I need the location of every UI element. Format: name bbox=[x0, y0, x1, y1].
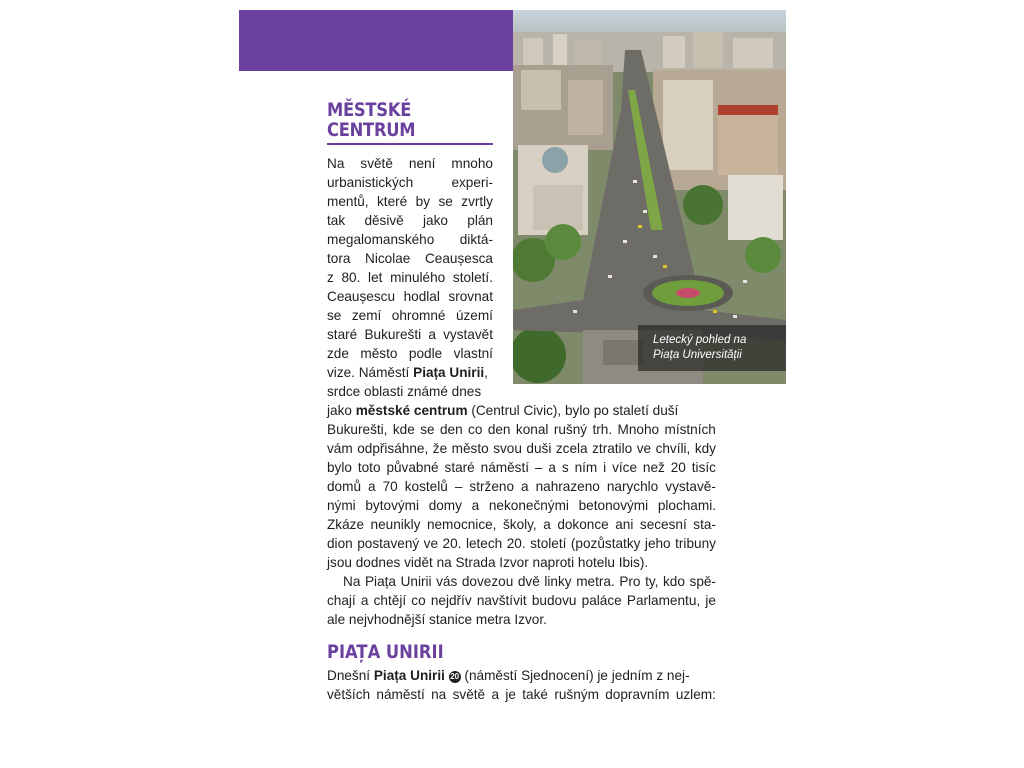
text-line: mentů, které by se zvrtly bbox=[327, 194, 493, 209]
text-line: z 80. let minulého století. bbox=[327, 270, 493, 285]
text-line bbox=[327, 401, 716, 420]
text-line: se zemí ohromné území bbox=[327, 308, 493, 323]
section-title bbox=[327, 100, 415, 140]
text-line bbox=[327, 666, 716, 685]
subsection-title: PIAȚA UNIRII bbox=[327, 641, 444, 663]
text-line: tak děsivě jako plán bbox=[327, 213, 493, 228]
text-line bbox=[327, 363, 493, 382]
text-line: megalomanského diktá- bbox=[327, 232, 493, 247]
photo-caption-line: Letecký pohled na bbox=[653, 334, 747, 346]
text-line: dion postavený ve 20. letech 20. století (pozůstatky jeho tribuny bbox=[327, 536, 716, 551]
text-line: Zkáze neunikly nemocnice, školy, a dokonce ani secesní sta- bbox=[327, 517, 716, 532]
text-line: Na Piața Unirii vás dovezou dvě linky metra. Pro ty, kdo spě- bbox=[343, 574, 716, 589]
section-title-line: MĚSTSKÉ bbox=[327, 99, 412, 121]
bold-term: městské centrum bbox=[355, 403, 468, 418]
text-run: vize. Náměstí bbox=[327, 365, 414, 380]
text-line: staré Bukurešti a vystavět bbox=[327, 327, 493, 342]
text-line: zde město podle vlastní bbox=[327, 346, 493, 361]
unirii-paragraph bbox=[327, 666, 716, 704]
bold-place-name: Piața Unirii bbox=[413, 365, 485, 380]
photo-caption bbox=[653, 333, 783, 363]
intro-column bbox=[327, 154, 493, 401]
text-line: Ceaușescu hodlal srovnat bbox=[327, 289, 493, 304]
map-marker-number: 20 bbox=[450, 672, 460, 681]
text-line: nými bytovými domy a nekonečnými betonovými plochami. bbox=[327, 498, 716, 513]
text-line: srdce oblasti známé dnes bbox=[327, 384, 482, 399]
main-paragraph bbox=[327, 401, 716, 629]
bold-place-name: Piața Unirii bbox=[373, 668, 445, 683]
text-line: Bukurešti, kde se den co den konal rušný trh. Mnoho místních bbox=[327, 422, 716, 437]
section-title-underline bbox=[327, 143, 493, 145]
text-line: větších náměstí na světě a je také rušným dopravním uzlem: bbox=[327, 687, 716, 702]
header-color-band bbox=[239, 10, 513, 71]
text-run: jako bbox=[327, 403, 356, 418]
text-run: , bbox=[484, 365, 488, 380]
text-line: urbanistických experi- bbox=[327, 175, 493, 190]
text-line: jsou dodnes vidět na Strada Izvor naproti hotelu Ibis). bbox=[327, 555, 649, 570]
text-line: domů a 70 kostelů – strženo a nahrazeno narychlo vystavě- bbox=[327, 479, 716, 494]
section-title-line: CENTRUM bbox=[327, 119, 416, 141]
photo-caption-line: Piața Universității bbox=[653, 349, 742, 361]
text-line: Na světě není mnoho bbox=[327, 156, 493, 171]
text-line: ale nejvhodnější stanice metra Izvor. bbox=[327, 612, 547, 627]
text-run: (Centrul Civic), bylo po staletí duší bbox=[467, 403, 679, 418]
text-line: chají a chtějí co nejdřív navštívit budovu paláce Parlamentu, je bbox=[327, 593, 716, 608]
text-line: vám odpřisáhne, že město svou duši zcela ztratilo ve chvíli, kdy bbox=[327, 441, 716, 456]
text-line: tora Nicolae Ceaușesca bbox=[327, 251, 493, 266]
text-run: Dnešní bbox=[327, 668, 374, 683]
text-line: bylo toto půvabné staré náměstí – a s ním i více než 20 tisíc bbox=[327, 460, 716, 475]
text-run: (náměstí Sjednocení) je jedním z nej- bbox=[460, 668, 690, 683]
